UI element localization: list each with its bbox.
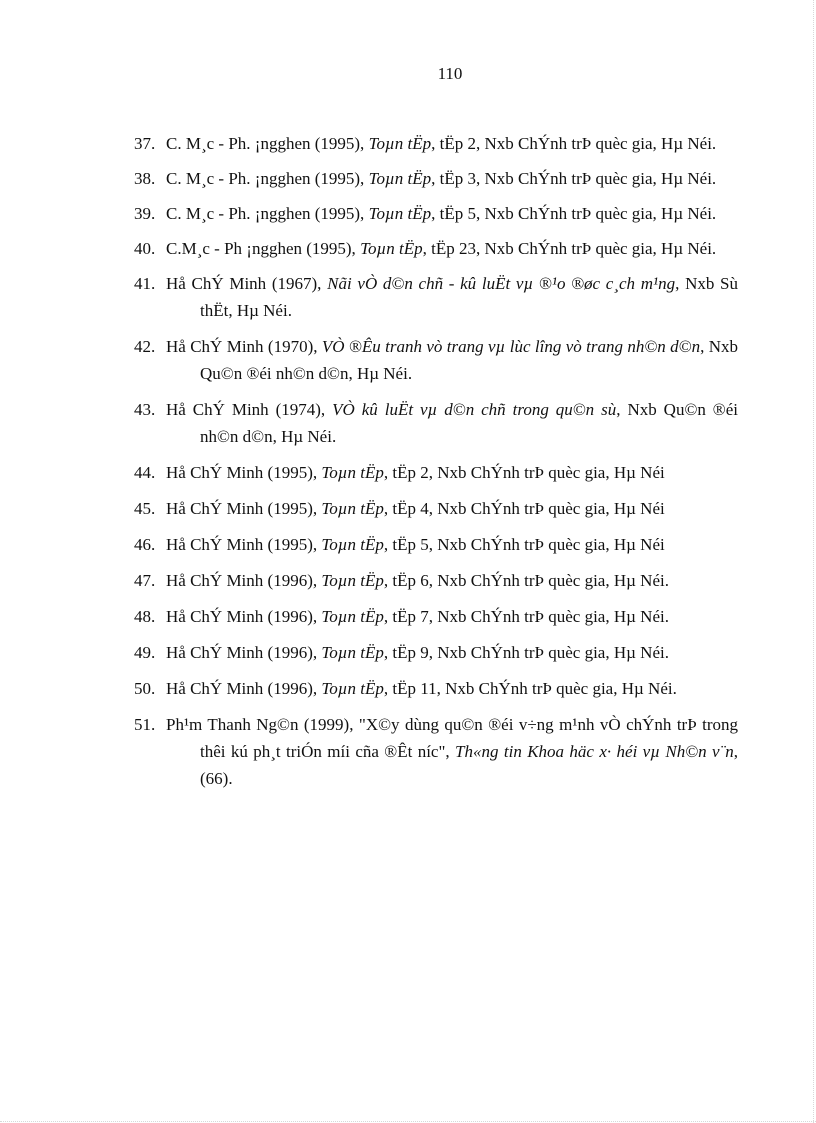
reference-number: 45. [134, 499, 156, 518]
reference-title: VÒ ®Êu tranh vò trang vµ lùc lîng vò trang nh©n d©n [321, 337, 701, 356]
reference-author: Hå ChÝ Minh (1996), [166, 679, 322, 698]
reference-publisher: , tËp 7, Nxb ChÝnh trÞ quèc gia, Hµ Néi. [383, 607, 669, 626]
reference-number: 50. [134, 679, 156, 698]
reference-author: C. M¸c - Ph. ¡ngghen (1995), [166, 204, 369, 223]
reference-author: C. M¸c - Ph. ¡ngghen (1995), [166, 134, 369, 153]
page-right-border [813, 0, 814, 1123]
reference-item [134, 531, 738, 558]
reference-title: Th«ng tin Khoa häc x· héi vµ Nh©n v¨n [455, 742, 734, 761]
reference-publisher: , Nxb Qu©n ®éi nh©n d©n, Hµ Néi. [200, 337, 738, 383]
reference-item [134, 495, 738, 522]
reference-number: 46. [134, 535, 156, 554]
reference-author: Hå ChÝ Minh (1996), [166, 571, 322, 590]
reference-title: Toµn tËp [321, 499, 384, 518]
reference-item [134, 235, 738, 262]
reference-item [134, 603, 738, 630]
reference-author: Hå ChÝ Minh (1967), [166, 274, 328, 293]
reference-title: Toµn tËp [360, 239, 423, 258]
reference-publisher: , tËp 2, Nxb ChÝnh trÞ quèc gia, Hµ Néi. [431, 134, 717, 153]
reference-publisher: , tËp 3, Nxb ChÝnh trÞ quèc gia, Hµ Néi. [431, 169, 717, 188]
reference-title: VÒ kû luËt vµ d©n chñ trong qu©n sù [332, 400, 617, 419]
reference-number: 43. [134, 400, 156, 419]
reference-title: Toµn tËp [321, 571, 384, 590]
reference-title: Toµn tËp [321, 607, 384, 626]
reference-item [134, 711, 738, 792]
reference-number: 48. [134, 607, 156, 626]
reference-title: Toµn tËp [368, 169, 432, 188]
reference-number: 51. [134, 715, 156, 734]
reference-number: 37. [134, 134, 156, 153]
reference-publisher: , tËp 6, Nxb ChÝnh trÞ quèc gia, Hµ Néi. [383, 571, 669, 590]
reference-number: 47. [134, 571, 156, 590]
reference-list [134, 130, 738, 801]
reference-number: 44. [134, 463, 156, 482]
reference-title: Toµn tËp [321, 463, 384, 482]
reference-author: C. M¸c - Ph. ¡ngghen (1995), [166, 169, 369, 188]
reference-publisher: , (66). [200, 742, 738, 788]
reference-item [134, 567, 738, 594]
reference-author: Hå ChÝ Minh (1996), [166, 643, 322, 662]
reference-item [134, 675, 738, 702]
reference-author: Hå ChÝ Minh (1974), [166, 400, 333, 419]
reference-number: 49. [134, 643, 156, 662]
reference-author: Hå ChÝ Minh (1995), [166, 499, 322, 518]
reference-author: Hå ChÝ Minh (1995), [166, 535, 322, 554]
reference-number: 41. [134, 274, 156, 293]
reference-author: Hå ChÝ Minh (1996), [166, 607, 322, 626]
reference-item [134, 396, 738, 450]
reference-publisher: , tËp 23, Nxb ChÝnh trÞ quèc gia, Hµ Néi. [422, 239, 717, 258]
reference-publisher: , tËp 2, Nxb ChÝnh trÞ quèc gia, Hµ Néi [383, 463, 665, 482]
reference-number: 38. [134, 169, 156, 188]
reference-publisher: , tËp 9, Nxb ChÝnh trÞ quèc gia, Hµ Néi. [383, 643, 669, 662]
reference-item [134, 130, 738, 157]
reference-author: Hå ChÝ Minh (1995), [166, 463, 322, 482]
reference-title: Toµn tËp [321, 643, 384, 662]
reference-author: Hå ChÝ Minh (1970), [166, 337, 322, 356]
reference-title: Toµn tËp [321, 535, 384, 554]
reference-number: 40. [134, 239, 156, 258]
reference-item [134, 333, 738, 387]
reference-title: Toµn tËp [321, 679, 384, 698]
reference-item [134, 459, 738, 486]
page-number: 110 [437, 64, 463, 83]
reference-title: Toµn tËp [368, 134, 432, 153]
reference-publisher: , tËp 11, Nxb ChÝnh trÞ quèc gia, Hµ Néi. [383, 679, 677, 698]
reference-publisher: , tËp 5, Nxb ChÝnh trÞ quèc gia, Hµ Néi [383, 535, 665, 554]
reference-publisher: , Nxb Qu©n ®éi nh©n d©n, Hµ Néi. [200, 400, 738, 446]
reference-publisher: , Nxb Sù thËt, Hµ Néi. [200, 274, 738, 320]
reference-publisher: , tËp 5, Nxb ChÝnh trÞ quèc gia, Hµ Néi. [431, 204, 717, 223]
reference-title: Toµn tËp [368, 204, 432, 223]
reference-author: Ph¹m Thanh Ng©n (1999), "X©y dùng qu©n ®éi v÷ng m¹nh vÒ chÝnh trÞ trong thêi kú ph¸t triÓn míi cña ®Êt níc", [166, 715, 738, 761]
reference-item [134, 639, 738, 666]
reference-number: 39. [134, 204, 156, 223]
reference-publisher: , tËp 4, Nxb ChÝnh trÞ quèc gia, Hµ Néi [383, 499, 665, 518]
reference-item [134, 270, 738, 324]
reference-title: Nãi vÒ d©n chñ - kû luËt vµ ®¹o ®øc c¸ch m¹ng [327, 274, 676, 293]
page-bottom-border [0, 1121, 816, 1122]
reference-author: C.M¸c - Ph ¡ngghen (1995), [166, 239, 361, 258]
reference-item [134, 200, 738, 227]
reference-item [134, 165, 738, 192]
reference-number: 42. [134, 337, 156, 356]
